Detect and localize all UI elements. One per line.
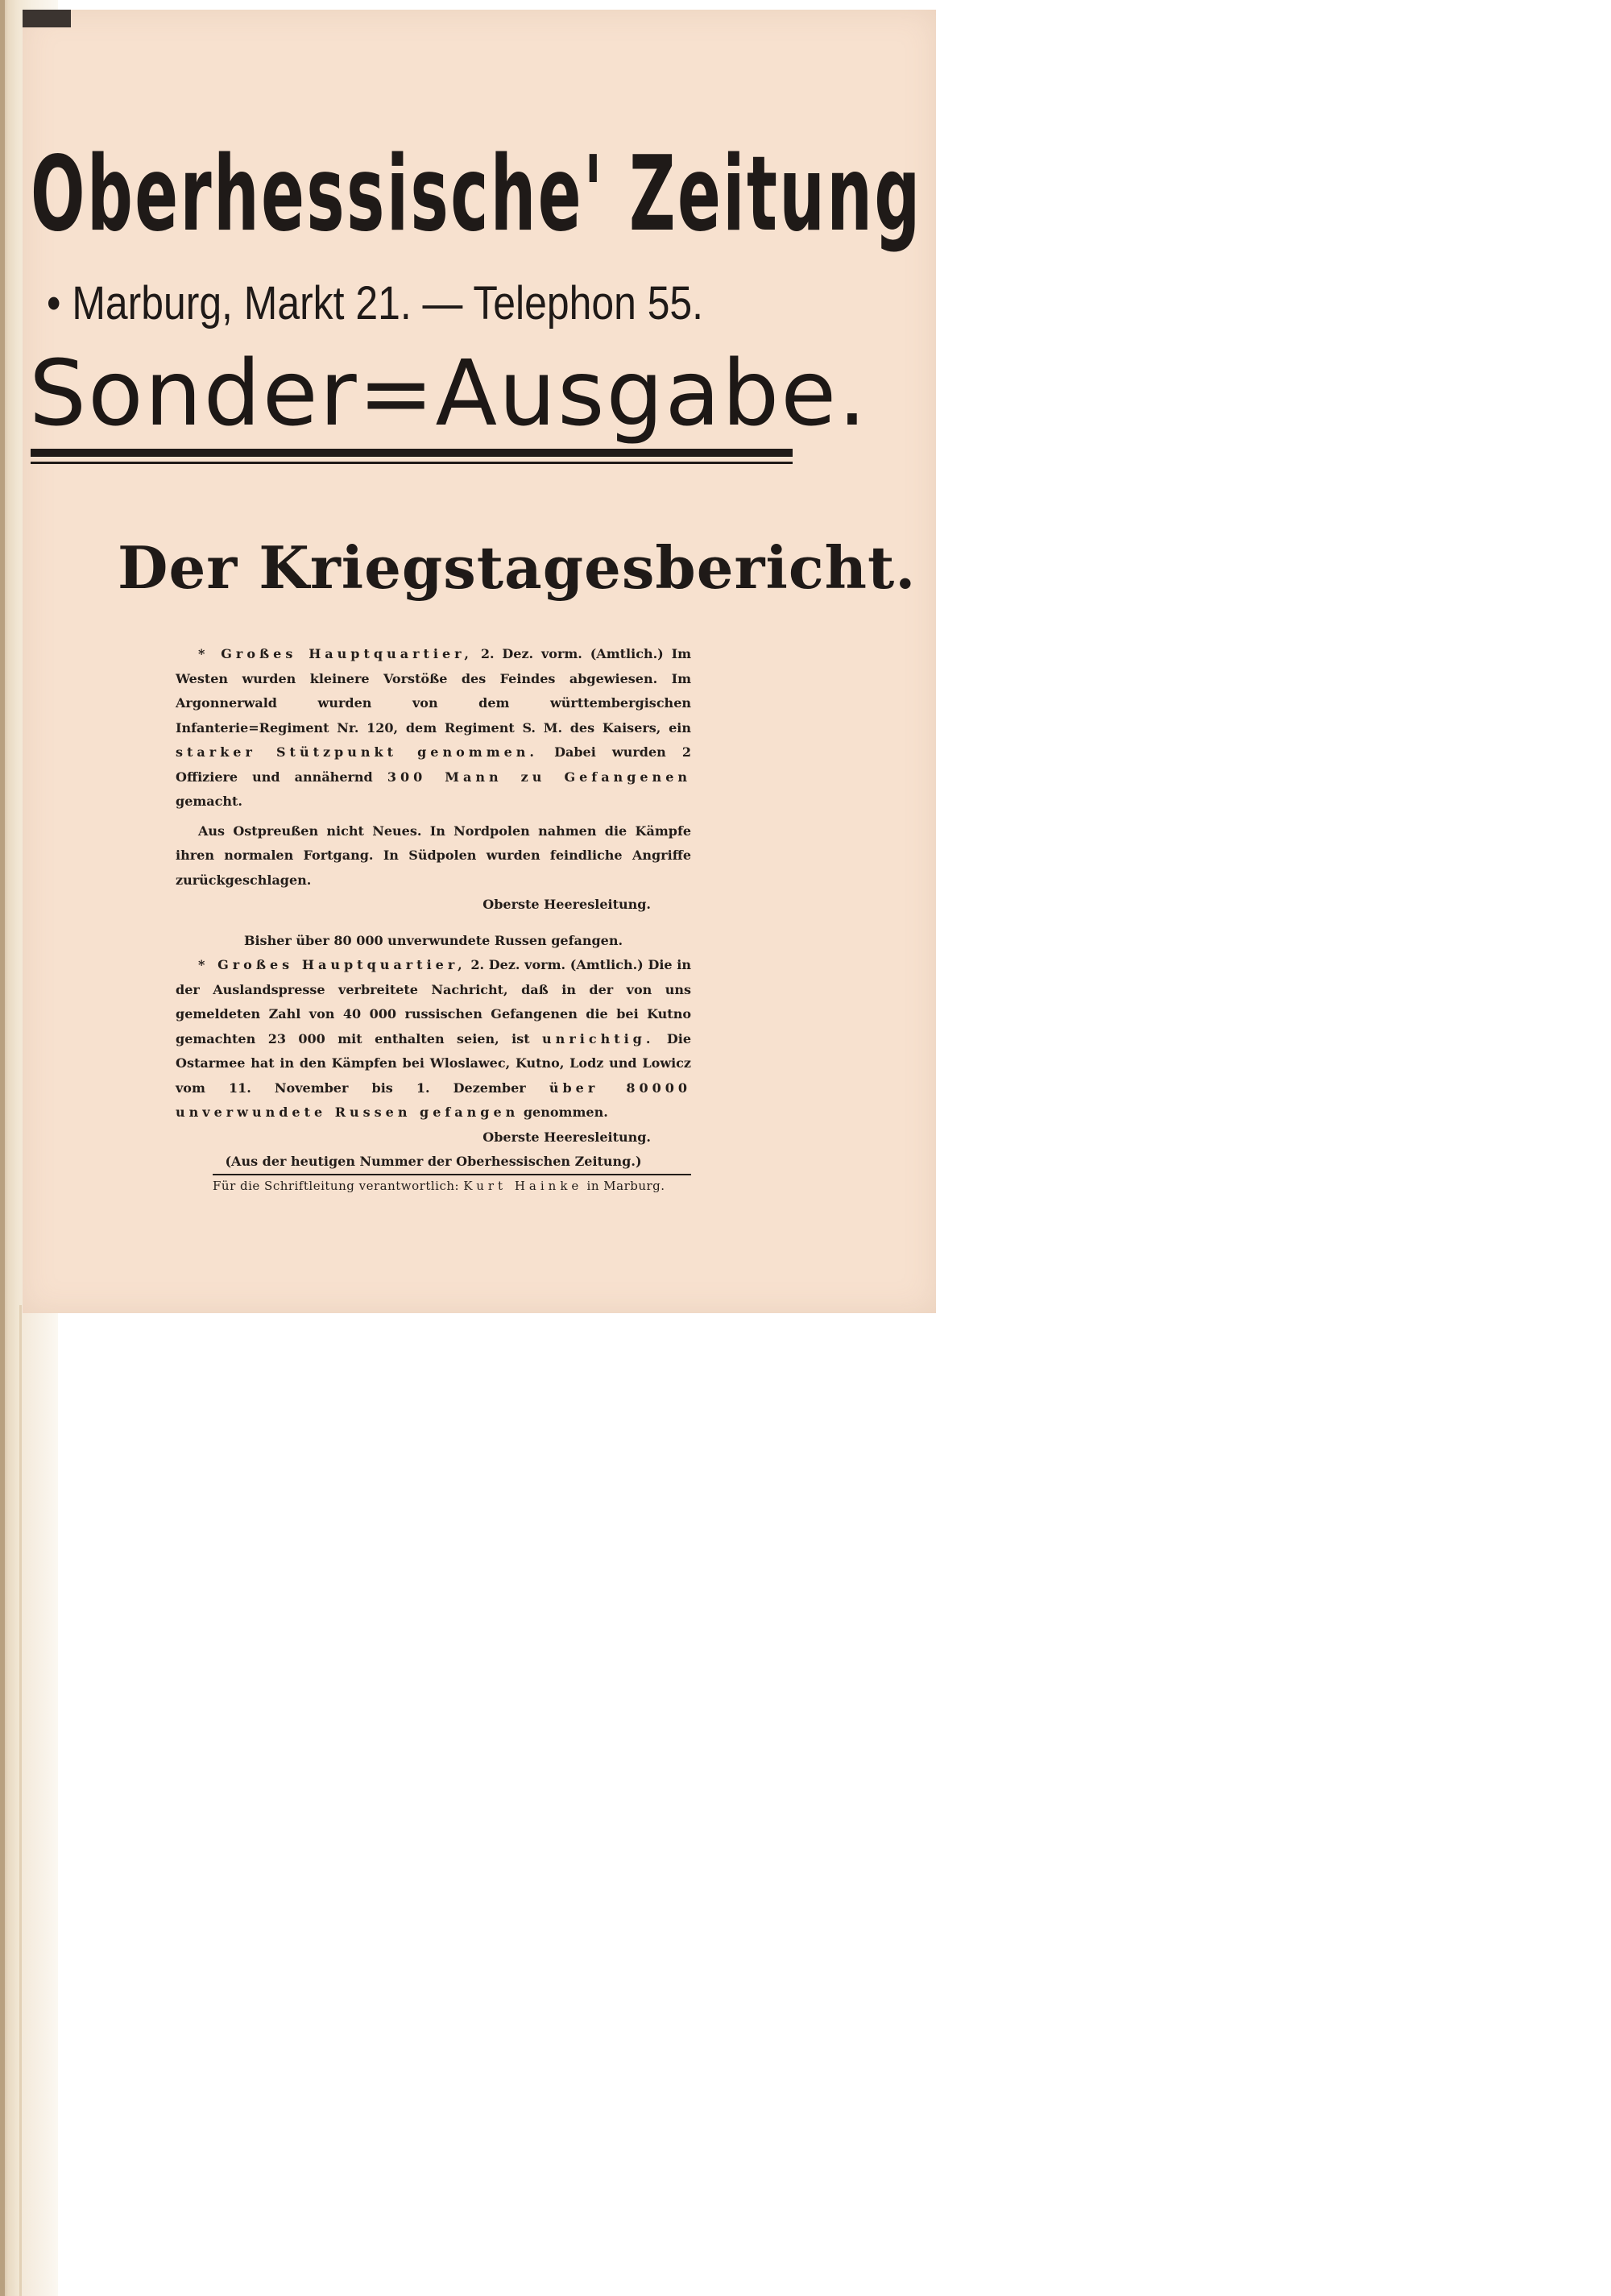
imprint-line [213, 1176, 696, 1196]
report-body [176, 642, 691, 1175]
report2-paragraph [176, 953, 691, 1125]
album-binding-shadow [0, 0, 5, 2296]
subheading: Bisher über 80 000 unverwundete Russen gefangen. [243, 932, 623, 948]
report1-dateline-rest: 2. Dez. vorm. (Amtlich.) [473, 646, 664, 661]
album-lower-edge [19, 1305, 56, 2296]
report2-text-c: genommen. [519, 1104, 608, 1120]
imprint-place: in Marburg. [582, 1179, 665, 1193]
report1-paragraph-1 [176, 642, 691, 814]
report2-emphasis-2: über 80000 unverwundete Russen gefangen [176, 1080, 691, 1120]
footer-rule [213, 1174, 691, 1175]
masthead-title: Oberhessische' Zeitung [31, 135, 922, 255]
imprint-name: Kurt Hainke [463, 1179, 583, 1193]
report1-signature: Oberste Heeresleitung. [482, 897, 651, 912]
report1-dateline-place: * Großes Hauptquartier, [198, 646, 473, 661]
source-note: (Aus der heutigen Nummer der Oberhessischen Zeitung.) [225, 1154, 642, 1169]
report2-signature: Oberste Heeresleitung. [482, 1129, 651, 1145]
report1-emphasis-2: 300 Mann zu Gefangenen [387, 769, 691, 785]
report1-text-c: gemacht. [176, 794, 242, 809]
sheet-corner-shadow [23, 10, 71, 27]
masthead-rule-thick [31, 449, 793, 457]
report1-text-a: Im Westen wurden kleinere Vorstöße des Feindes abgewiesen. Im Argonnerwald wurden von dem württembergischen Infanterie=Regiment Nr. 120, dem Regiment S. M. des Kaisers, ein [176, 646, 691, 736]
report2-emphasis-1: unrichtig. [542, 1030, 655, 1046]
report1-emphasis-1: starker Stützpunkt genommen. [176, 744, 539, 760]
report1-paragraph-2: Aus Ostpreußen nicht Neues. In Nordpolen nahmen die Kämpfe ihren normalen Fortgang. In Südpolen wurden feindliche Angriffe zurückgeschlagen. [176, 823, 691, 888]
imprint-label: Für die Schriftleitung verantwortlich: [213, 1179, 464, 1193]
report2-text-b: Die Ostarmee hat in den Kämpfen bei Wloslawec, Kutno, Lodz und Lowicz vom 11. November bis 1. Dezember [176, 1030, 692, 1096]
masthead-rule-thin [31, 462, 793, 464]
headline: Der Kriegstagesbericht. [118, 533, 917, 602]
newspaper-sheet [23, 10, 936, 1313]
masthead-address: • Marburg, Markt 21. — Telephon 55. [47, 277, 704, 329]
report2-dateline-rest: 2. Dez. vorm. (Amtlich.) [466, 957, 644, 972]
report1-text-b: Dabei wurden 2 Offiziere und annähernd [176, 744, 691, 785]
report2-text-a: Die in der Auslandspresse verbreitete Nachricht, daß in der von uns gemeldeten Zahl von 40 000 russischen Gefangenen die bei Kutno gemachten 23 000 mit enthalten seien, ist [176, 957, 691, 1046]
report2-dateline-place: * Großes Hauptquartier, [198, 957, 466, 972]
edition-title: Sonder=Ausgabe. [29, 342, 868, 446]
